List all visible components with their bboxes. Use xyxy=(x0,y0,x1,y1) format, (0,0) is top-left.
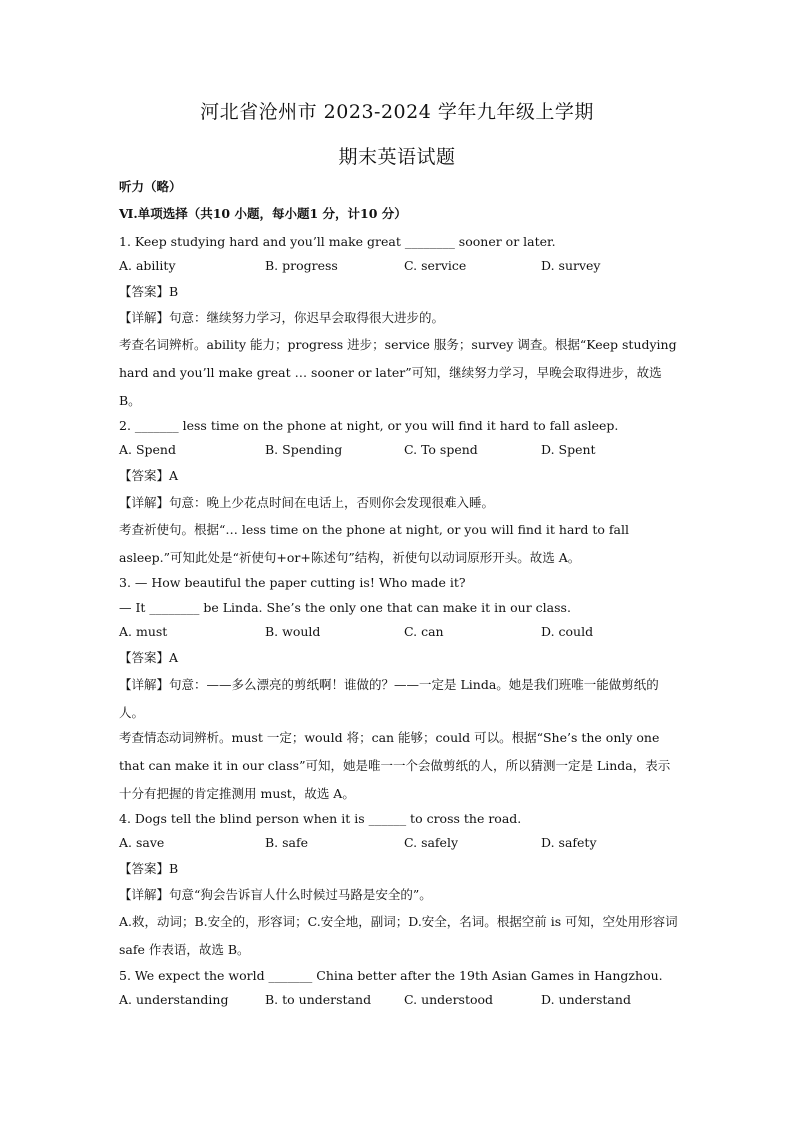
q1-option-c: C. service xyxy=(404,258,467,273)
q3-option-d: D. could xyxy=(541,624,594,639)
q4-answer: 【答案】B xyxy=(119,861,179,876)
q5-option-a: A. understanding xyxy=(119,992,229,1007)
question-5-stem: 5. We expect the world _______ China better after the 19th Asian Games in Hangzhou. xyxy=(119,968,663,983)
q4-detail-1: 【详解】句意“狗会告诉盲人什么时候过马路是安全的”。 xyxy=(119,887,432,902)
question-2-stem: 2. _______ less time on the phone at night, or you will find it hard to fall asleep. xyxy=(119,418,619,433)
q4-option-d: D. safety xyxy=(541,835,597,850)
page-subtitle: 期末英语试题 xyxy=(338,146,456,168)
question-1-stem: 1. Keep studying hard and you’ll make great ________ sooner or later. xyxy=(119,234,556,249)
q4-option-c: C. safely xyxy=(404,835,459,850)
page-title: 河北省沧州市 2023-2024 学年九年级上学期 xyxy=(200,101,594,123)
q3-detail-2: 考查情态动词辨析。must 一定；would 将；can 能够；could 可以。根据“She’s the only one that can make it in our class”可知，她是唯一一个会做剪纸的人，所以猜测一定是 Linda，表示十分有把握的肯定推测用 must，故选 A。 xyxy=(119,730,671,801)
section-heading: Ⅵ.单项选择（共10 小题，每小题1 分，计10 分） xyxy=(119,206,407,221)
q4-option-b: B. safe xyxy=(265,835,309,850)
q1-option-d: D. survey xyxy=(541,258,601,273)
question-3-stem-1: 3. — How beautiful the paper cutting is! Who made it? xyxy=(119,575,466,590)
q1-detail-2: 考查名词辨析。ability 能力；progress 进步；service 服务；survey 调查。根据“Keep studying hard and you’ll make great … sooner or later”可知，继续努力学习，早晚会取得进步，故选 B。 xyxy=(119,337,677,408)
q5-option-c: C. understood xyxy=(404,992,494,1007)
q2-detail-2: 考查祈使句。根据“… less time on the phone at night, or you will find it hard to fall asleep.”可知此处是“祈使句+or+陈述句”结构，祈使句以动词原形开头。故选 A。 xyxy=(119,522,629,565)
q3-option-a: A. must xyxy=(119,624,168,639)
q2-option-c: C. To spend xyxy=(404,442,478,457)
q5-option-b: B. to understand xyxy=(265,992,372,1007)
q2-answer: 【答案】A xyxy=(119,468,179,483)
q3-option-c: C. can xyxy=(404,624,444,639)
listening-note: 听力（略） xyxy=(119,179,182,194)
question-3-stem-2: — It ________ be Linda. She’s the only one that can make it in our class. xyxy=(119,600,571,615)
q3-detail-1: 【详解】句意：——多么漂亮的剪纸啊！谁做的？——一定是 Linda。她是我们班唯一能做剪纸的人。 xyxy=(119,677,659,720)
q3-option-b: B. would xyxy=(265,624,321,639)
q3-answer: 【答案】A xyxy=(119,650,179,665)
q4-option-a: A. save xyxy=(119,835,165,850)
q1-detail-1: 【详解】句意：继续努力学习，你迟早会取得很大进步的。 xyxy=(119,310,445,325)
q1-answer: 【答案】B xyxy=(119,284,179,299)
q1-option-a: A. ability xyxy=(119,258,176,273)
q2-detail-1: 【详解】句意：晚上少花点时间在电话上，否则你会发现很难入睡。 xyxy=(119,495,495,510)
q1-option-b: B. progress xyxy=(265,258,338,273)
question-4-stem: 4. Dogs tell the blind person when it is ______ to cross the road. xyxy=(119,811,522,826)
q2-option-b: B. Spending xyxy=(265,442,343,457)
q4-detail-2: A.救，动词；B.安全的，形容词；C.安全地，副词；D.安全，名词。根据空前 is 可知，空处用形容词 safe 作表语，故选 B。 xyxy=(119,914,678,957)
q2-option-a: A. Spend xyxy=(119,442,176,457)
q2-option-d: D. Spent xyxy=(541,442,596,457)
q5-option-d: D. understand xyxy=(541,992,631,1007)
